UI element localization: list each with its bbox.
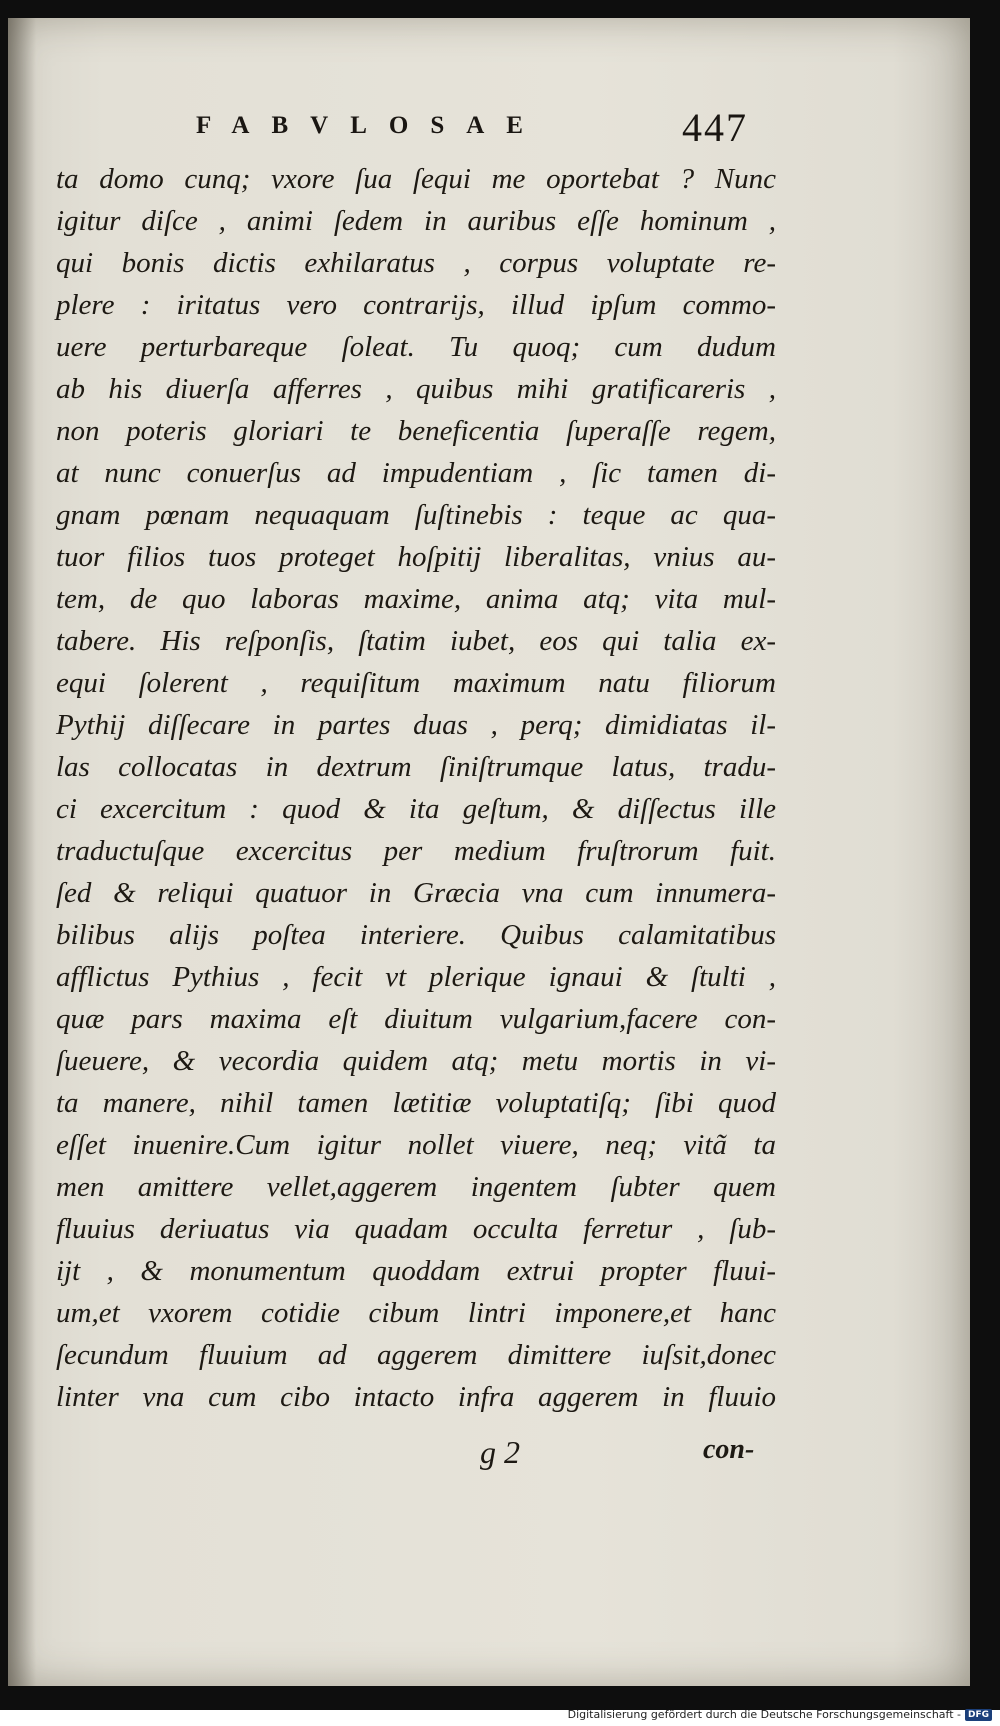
text-line: ijt , & monumentum quoddam extrui propter fluui- (56, 1255, 776, 1287)
signature-mark: g 2 (480, 1434, 520, 1470)
text-line: afflictus Pythius , fecit vt plerique ignaui & ſtulti , (56, 961, 776, 993)
text-line: men amittere vellet,aggerem ingentem ſubter quem (56, 1171, 776, 1203)
text-line: bilibus alijs poſtea interiere. Quibus calamitatibus (56, 919, 776, 951)
text-line: gnam pœnam nequaquam ſuſtinebis : teque ac qua- (56, 499, 776, 531)
page-number: 447 (682, 105, 748, 150)
body-text (56, 158, 776, 1418)
text-line: ta manere, nihil tamen lætitiæ voluptatiſq; ſibi quod (56, 1087, 776, 1119)
catchword: con- (703, 1434, 755, 1465)
text-line: tabere. His reſponſis, ſtatim iubet, eos qui talia ex- (56, 625, 776, 657)
dfg-logo: DFG (965, 1709, 992, 1721)
text-line: equi ſolerent , requiſitum maximum natu filiorum (56, 667, 776, 699)
text-line: ſueuere, & vecordia quidem atq; metu mortis in vi- (56, 1045, 776, 1077)
text-line: Pythij diſſecare in partes duas , perq; dimidiatas il- (56, 709, 776, 741)
text-line: ci excercitum : quod & ita geſtum, & diſſectus ille (56, 793, 776, 825)
text-line: tem, de quo laboras maxime, anima atq; vita mul- (56, 583, 776, 615)
text-line: ſecundum fluuium ad aggerem dimittere iuſsit,donec (56, 1339, 776, 1371)
text-line: non poteris gloriari te beneficentia ſuperaſſe regem, (56, 415, 776, 447)
text-line: ab his diuerſa afferres , quibus mihi gratificareris , (56, 373, 776, 405)
text-line: quæ pars maxima eſt diuitum vulgarium,facere con- (56, 1003, 776, 1035)
text-line: ſed & reliqui quatuor in Græcia vna cum innumera- (56, 877, 776, 909)
text-line: plere : iritatus vero contrarijs, illud ipſum commo- (56, 289, 776, 321)
text-line: las collocatas in dextrum ſiniſtrumque latus, tradu- (56, 751, 776, 783)
running-head: FABVLOSAE (196, 112, 545, 139)
page-gutter-shadow (8, 18, 36, 1686)
text-line: at nunc conuerſus ad impudentiam , ſic tamen di- (56, 457, 776, 489)
text-line: tuor filios tuos proteget hoſpitij liberalitas, vnius au- (56, 541, 776, 573)
text-line: linter vna cum cibo intacto infra aggerem in fluuio (56, 1381, 776, 1413)
digitization-credit (568, 1708, 992, 1721)
text-line: traductuſque excercitus per medium fruſtrorum fuit. (56, 835, 776, 867)
text-line: eſſet inuenire.Cum igitur nollet viuere, neq; vitã ta (56, 1129, 776, 1161)
text-line: um,et vxorem cotidie cibum lintri imponere,et hanc (56, 1297, 776, 1329)
text-line: fluuius deriuatus via quadam occulta ferretur , ſub- (56, 1213, 776, 1245)
text-line: igitur diſce , animi ſedem in auribus eſſe hominum , (56, 205, 776, 237)
credit-text: Digitalisierung gefördert durch die Deutsche Forschungsgemeinschaft - (567, 1708, 961, 1721)
text-line: ta domo cunq; vxore ſua ſequi me oportebat ? Nunc (56, 163, 776, 195)
text-line: uere perturbareque ſoleat. Tu quoq; cum dudum (56, 331, 776, 363)
text-line: qui bonis dictis exhilaratus , corpus voluptate re- (56, 247, 776, 279)
